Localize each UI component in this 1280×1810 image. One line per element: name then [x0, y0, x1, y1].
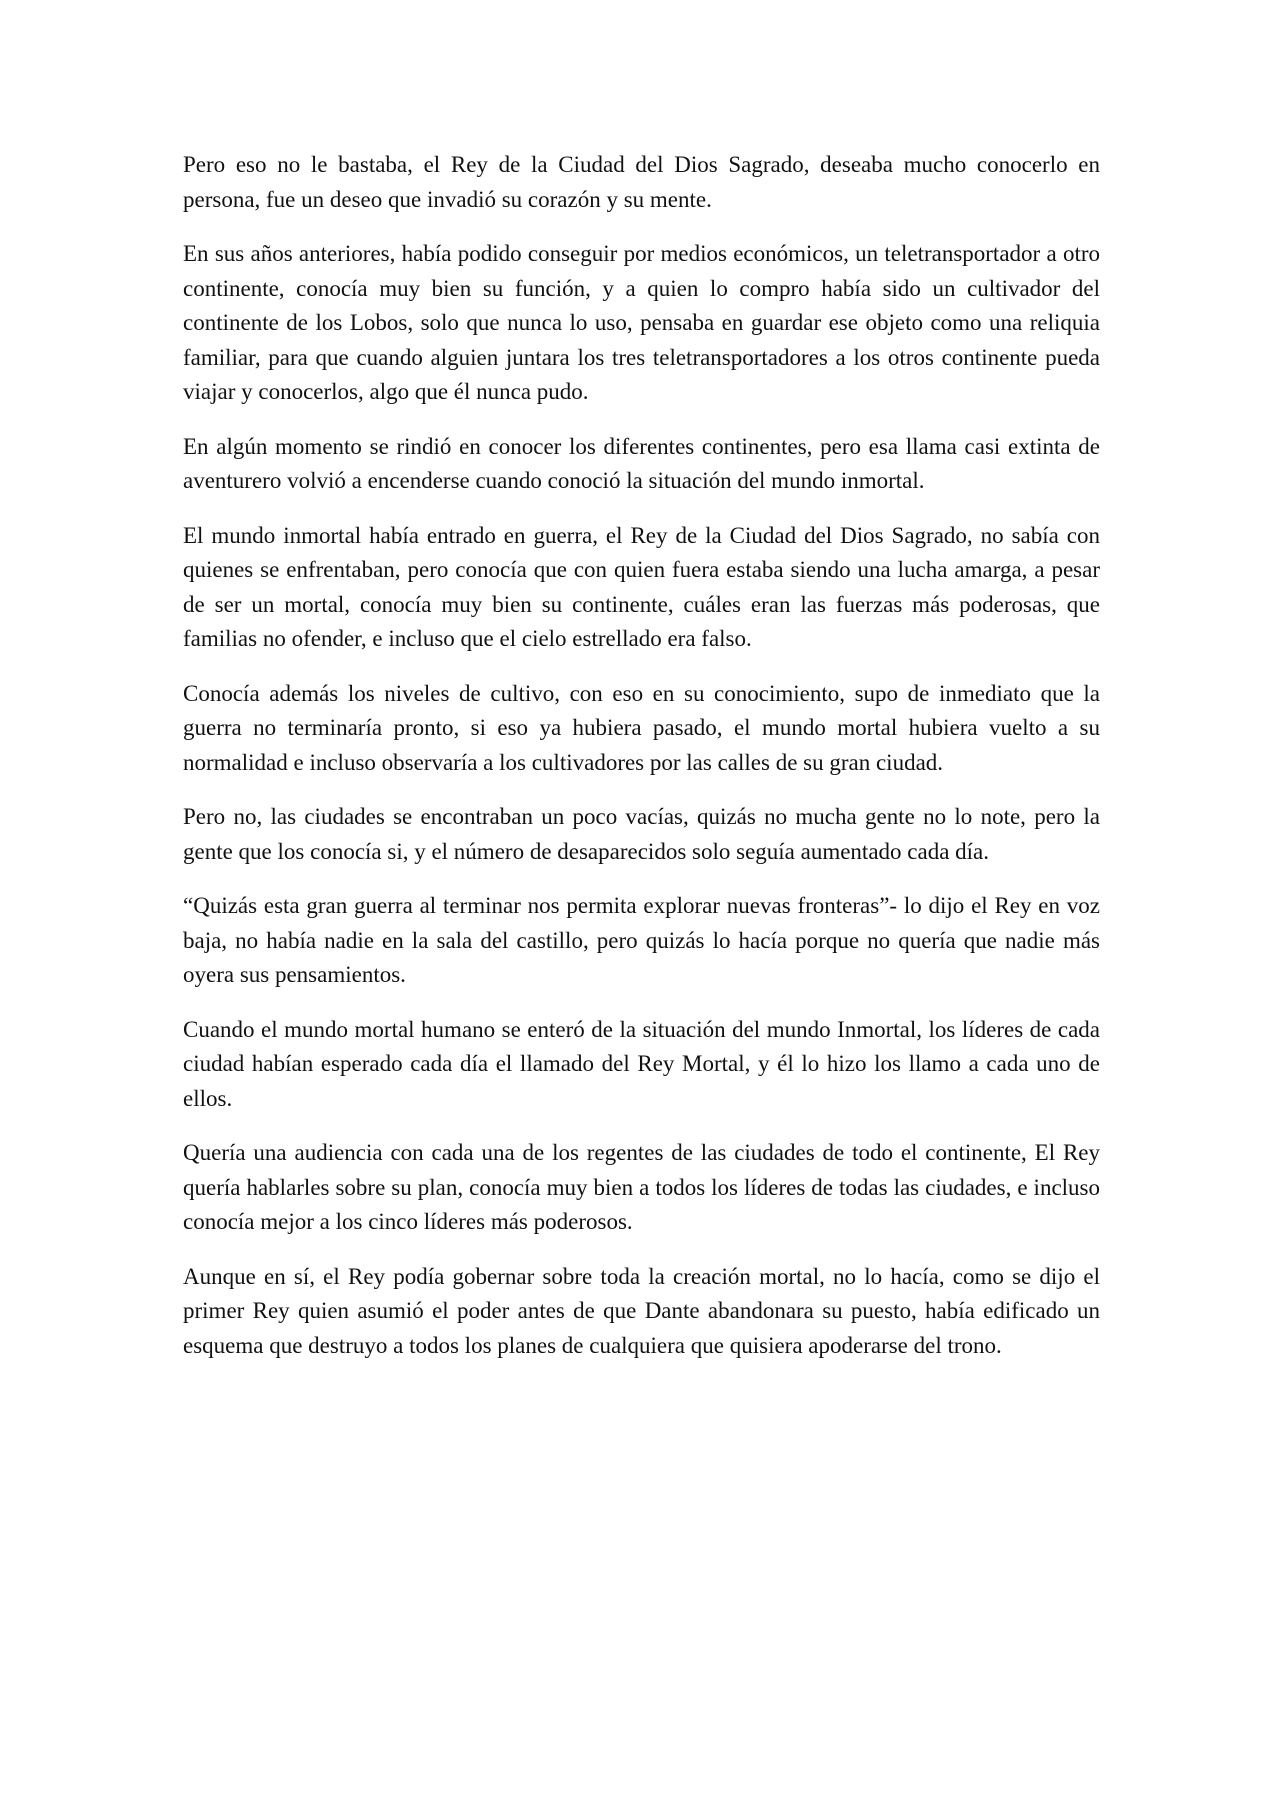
paragraph-8: Cuando el mundo mortal humano se enteró de la situación del mundo Inmortal, los líderes de cada ciudad habían esperado cada día el llamado del Rey Mortal, y él lo hizo los llamo a cada uno de ellos.: [183, 1016, 1100, 1111]
paragraph-6: Pero no, las ciudades se encontraban un poco vacías, quizás no mucha gente no lo note, pero la gente que los conocía si, y el número de desaparecidos solo seguía aumentado cada día.: [183, 804, 1100, 864]
paragraph-9: Quería una audiencia con cada una de los regentes de las ciudades de todo el continente, El Rey quería hablarles sobre su plan, conocía muy bien a todos los líderes de todas las ciudades, e incluso conocía mejor a los cinco líderes más poderosos.: [183, 1140, 1100, 1234]
paragraph-2: En sus años anteriores, había podido conseguir por medios económicos, un teletransportador a otro continente, conocía muy bien su función, y a quien lo compro había sido un cultivador del continente de los Lobos, solo que nunca lo uso, pensaba en guardar ese objeto como una reliquia familiar, para que cuando alguien juntara los tres teletransportadores a los otros continente pueda viajar y conocerlos, algo que él nunca pudo.: [183, 241, 1100, 404]
paragraph-5: Conocía además los niveles de cultivo, con eso en su conocimiento, supo de inmediato que la guerra no terminaría pronto, si eso ya hubiera pasado, el mundo mortal hubiera vuelto a su normalidad e incluso observaría a los cultivadores por las calles de su gran ciudad.: [183, 680, 1100, 775]
document-page: [183, 148, 1100, 1383]
paragraph-1: Pero eso no le bastaba, el Rey de la Ciudad del Dios Sagrado, deseaba mucho conocerlo en persona, fue un deseo que invadió su corazón y su mente.: [183, 152, 1100, 212]
paragraph-4: El mundo inmortal había entrado en guerra, el Rey de la Ciudad del Dios Sagrado, no sabía con quienes se enfrentaban, pero conocía que con quien fuera estaba siendo una lucha amarga, a pesar de ser un mortal, conocía muy bien su continente, cuáles eran las fuerzas más poderosas, que familias no ofender, e incluso que el cielo estrellado era falso.: [183, 522, 1100, 651]
paragraph-3: En algún momento se rindió en conocer los diferentes continentes, pero esa llama casi extinta de aventurero volvió a encenderse cuando conoció la situación del mundo inmortal.: [183, 433, 1100, 493]
paragraph-10: Aunque en sí, el Rey podía gobernar sobre toda la creación mortal, no lo hacía, como se dijo el primer Rey quien asumió el poder antes de que Dante abandonara su puesto, había edificado un esquema que destruyo a todos los planes de cualquiera que quisiera apoderarse del trono.: [183, 1263, 1100, 1358]
paragraph-7: “Quizás esta gran guerra al terminar nos permita explorar nuevas fronteras”- lo dijo el Rey en voz baja, no había nadie en la sala del castillo, pero quizás lo hacía porque no quería que nadie más oyera sus pensamientos.: [183, 893, 1100, 987]
